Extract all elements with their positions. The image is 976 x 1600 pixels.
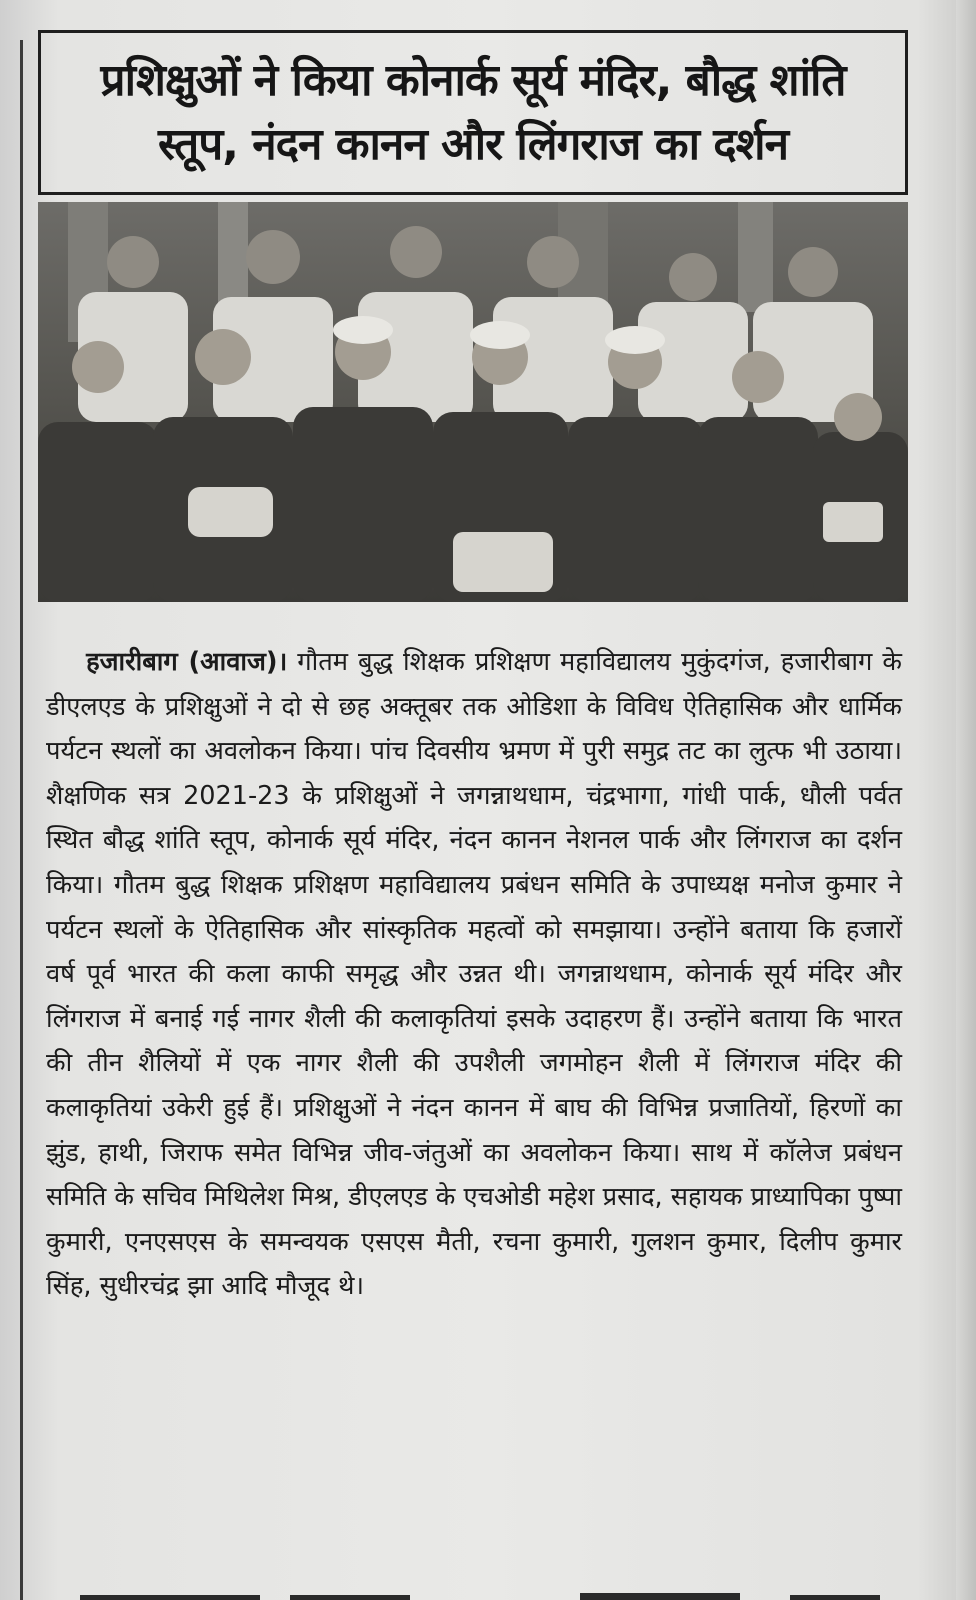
column-rule [20,40,23,1600]
headline-line-1: प्रशिक्षुओं ने किया कोनार्क सूर्य मंदिर, बौद्ध शांति [100,54,846,106]
headline-box [38,30,908,195]
dateline: हजारीबाग (आवाज)। [86,647,288,677]
next-headline-fragment [60,1588,900,1600]
headline-line-2: स्तूप, नंदन कानन और लिंगराज का दर्शन [158,118,788,170]
group-photo [38,202,908,602]
article-text: गौतम बुद्ध शिक्षक प्रशिक्षण महाविद्यालय मुकुंदगंज, हजारीबाग के डीएलएड के प्रशिक्षुओं ने दो से छह अक्तूबर तक ओडिशा के विविध ऐतिहासिक और धार्मिक पर्यटन स्थलों का अवलोकन किया। पांच दिवसीय भ्रमण में पुरी समुद्र तट का लुत्फ भी उठाया। शैक्षणिक सत्र 2021-23 के प्रशिक्षुओं ने जगन्नाथधाम, चंद्रभागा, गांधी पार्क, धौली पर्वत स्थित बौद्ध शांति स्तूप, कोनार्क सूर्य मंदिर, नंदन कानन नेशनल पार्क और लिंगराज का दर्शन किया। गौतम बुद्ध शिक्षक प्रशिक्षण महाविद्यालय प्रबंधन समिति के उपाध्यक्ष मनोज कुमार ने पर्यटन स्थलों के ऐतिहासिक और सांस्कृतिक महत्वों को समझाया। उन्होंने बताया कि हजारों वर्ष पूर्व भारत की कला काफी समृद्ध और उन्नत थी। जगन्नाथधाम, कोनार्क सूर्य मंदिर और लिंगराज में बनाई गई नागर शैली की कलाकृतियां इसके उदाहरण हैं। उन्होंने बताया कि भारत की तीन शैलियों में एक नागर शैली की उपशैली जगमोहन शैली में लिंगराज मंदिर की कलाकृतियां उकेरी हुई हैं। प्रशिक्षुओं ने नंदन कानन में बाघ की विभिन्न प्रजातियों, हिरणों का झुंड, हाथी, जिराफ समेत विभिन्न जीव-जंतुओं का अवलोकन किया। साथ में कॉलेज प्रबंधन समिति के सचिव मिथिलेश मिश्र, डीएलएड के एचओडी महेश प्रसाद, सहायक प्राध्यापिका पुष्पा कुमारी, एनएसएस के समन्वयक एसएस मैती, रचना कुमारी, गुलशन कुमार, दिलीप कुमार सिंह, सुधीरचंद्र झा आदि मौजूद थे। [46,647,902,1302]
article-body [46,640,902,1309]
page-edge [956,0,976,1600]
